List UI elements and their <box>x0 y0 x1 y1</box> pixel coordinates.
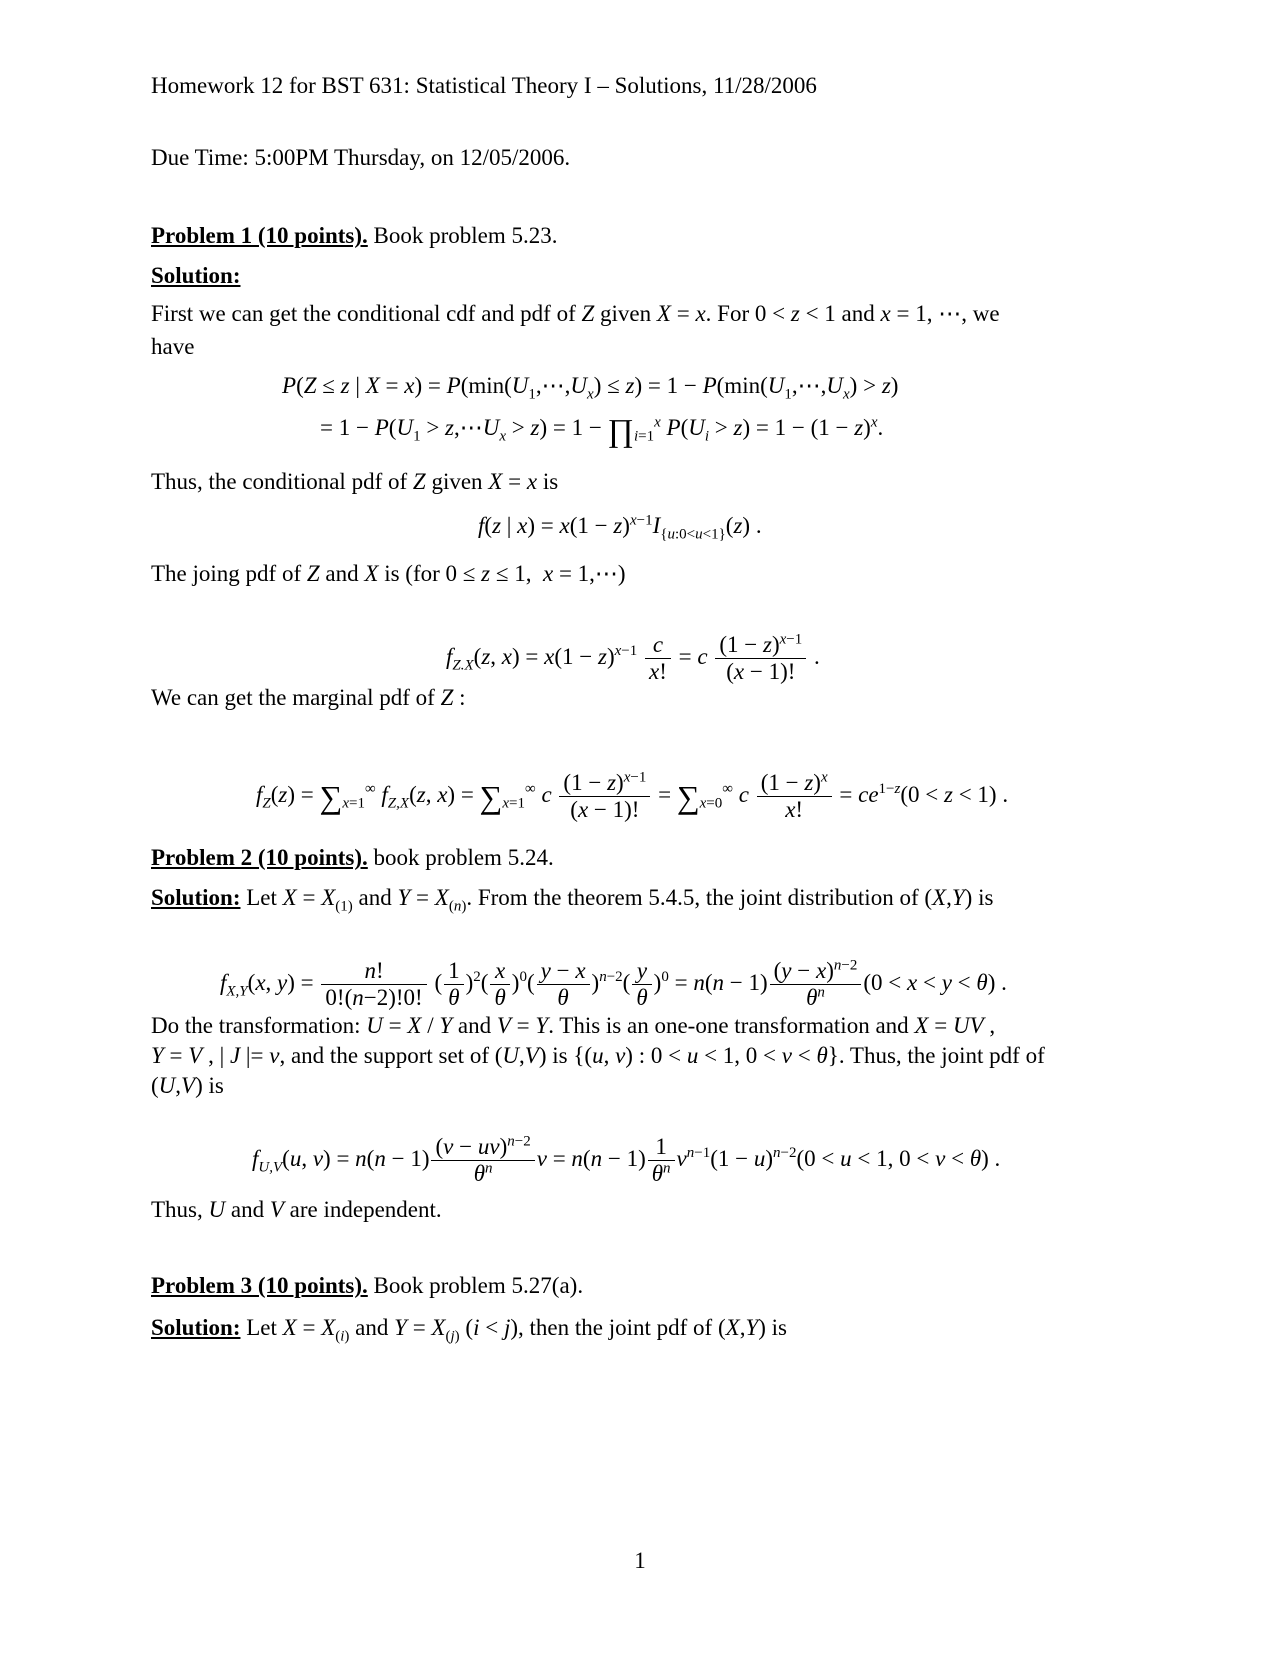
problem-3-solution: Solution: Let $X = X_{(i)}$ and $Y = X_{(j)}$ (i < j), then the joint pdf of (X,Y) is <box>151 1315 787 1345</box>
problem-1-intro-cont: have <box>151 334 195 359</box>
equation-cdf-2: = $1 - P(U_1$ > $z,\cdots U_x > z) = 1$ − $\prod_{i=1}^x$ $P(U_i > z) = 1 - (1 - z)^x$. <box>320 412 884 448</box>
problem-1-heading <box>151 222 558 250</box>
problem-2-transformation-cont: Y = V , | J |= v, and the support set of (U,V) is {(u, v) : 0 < u < 1, 0 < v < θ}. Thus, the joint pdf of <box>151 1043 1045 1068</box>
problem-2-transformation: Do the transformation: U = X / Y and V = Y. This is an one-one transformation and X = UV , <box>151 1013 996 1038</box>
problem-2-transformation-end: (U,V) is <box>151 1073 224 1098</box>
problem-2-solution: Solution: Let $X = X_{(1)}$ and $Y = X_{(n)}$. From the theorem 5.4.5, the joint distribution of (X,Y) is <box>151 885 994 915</box>
problem-2-heading <box>151 844 554 872</box>
problem-2-desc: book problem 5.24. <box>367 845 554 870</box>
equation-conditional-pdf: f(z | $x) = x(1 - z)^{x-1}I_{\{u:0<u<1\}}(z)$ . <box>478 512 762 543</box>
problem-1-desc: Book problem 5.23. <box>367 223 558 248</box>
problem-3-desc: Book problem 5.27(a). <box>367 1273 584 1298</box>
problem-1-thus: Thus, the conditional pdf of Z given X = x is <box>151 469 559 494</box>
problem-2-conclusion: Thus, U and V are independent. <box>151 1197 442 1222</box>
document-title: Homework 12 for BST 631: Statistical Theory I – Solutions, 11/28/2006 <box>151 73 817 98</box>
page-number: 1 <box>634 1548 646 1573</box>
problem-1-solution-label: Solution: <box>151 263 241 288</box>
equation-joint-uv: $f_{U,V}(u$, v) = n(n − 1) $\frac{(v - uv)^{n-2}}{\theta^n}$ v = n(n − 1) $\frac{1}{\theta^n}$ $v^{n-1}(1 - u)^{n-2}(0 < u < 1$, 0 < v < θ) . <box>252 1133 1001 1186</box>
equation-cdf-1: P(Z ≤ z | $X = x) = P(\min(U_1,\cdots,U_x) \le z) = 1$ − $P(\min(U_1,\cdots,U_x) > z)$ <box>282 373 899 403</box>
equation-joint-pdf: $f_{Z.X}(z$, $x) = x(1 - z)^{x-1}$ $\frac{c}{x!}$ = c $\frac{(1 - z)^{x-1}}{(x - 1)!}$ . <box>446 631 820 684</box>
problem-3-title: Problem 3 (10 points). <box>151 1273 368 1298</box>
problem-3-heading <box>151 1272 583 1300</box>
problem-2-title: Problem 2 (10 points). <box>151 845 368 870</box>
equation-joint-xy: $f_{X,Y}(x$, y) = $\frac{n!}{0!(n-2)!0!}$ ( $\frac{1}{\theta}$ )$^2$( $\frac{x}{\theta}$ )$^0$( $\frac{y - x}{\theta}$ )$^{n-2}$( $\frac{y}{\theta}$ )$^0$ = n(n − 1) $\frac{(y - x)^{n-2}}{\theta^n}$ (0 < x < y < θ) . <box>220 957 1007 1010</box>
problem-1-joint: The joing pdf of Z and X is (for 0 ≤ z ≤ 1, x = 1,⋯) <box>151 561 626 586</box>
problem-1-marginal: We can get the marginal pdf of Z : <box>151 685 466 710</box>
equation-marginal-pdf: $f_Z(z) = \sum_{x=1}^\infty$ $f_{Z,X}(z$, $x) = \sum_{x=1}^\infty$ c $\frac{(1 - z)^{x-1}}{(x - 1)!}$ = $\sum_{x=0}^\infty$ c $\frac{(1 - z)^x}{x!}$ = $ce^{1-z}(0 < z < 1)$ . <box>256 769 1009 822</box>
problem-1-title: Problem 1 (10 points). <box>151 223 368 248</box>
problem-1-intro: First we can get the conditional cdf and pdf of Z given X = x. For 0 < z < 1 and x = 1, ⋯, we <box>151 301 1000 326</box>
due-time: Due Time: 5:00PM Thursday, on 12/05/2006. <box>151 145 571 170</box>
